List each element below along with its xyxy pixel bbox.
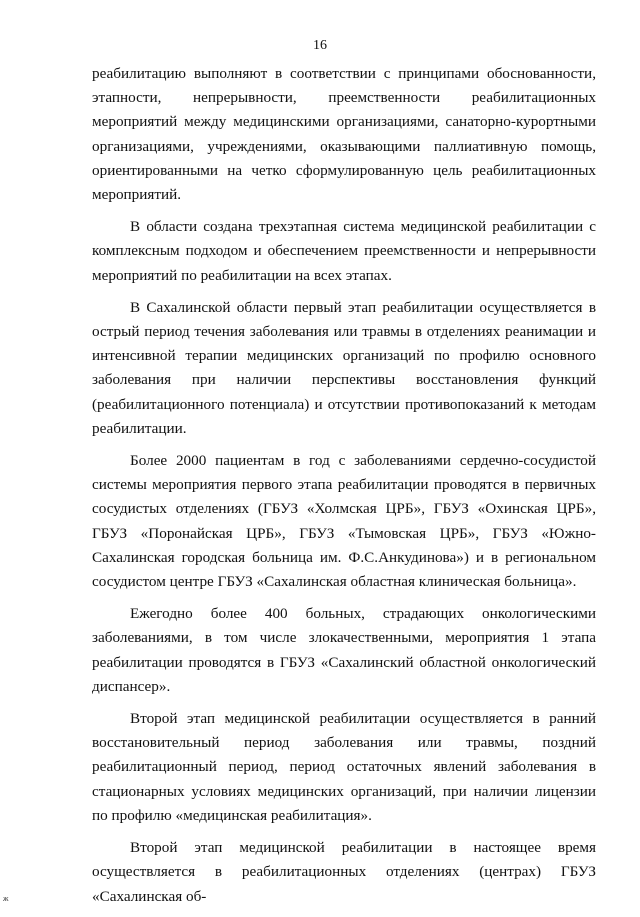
- paragraph-second-stage-centers: Второй этап медицинской реабилитации в настоящее время осуществляется в реабилитационных отделениях (центрах) ГБУЗ «Сахалинская об-: [92, 839, 596, 905]
- paragraph-oncology: Ежегодно более 400 больных, страдающих онкологическими заболеваниями, в том числе злокачественными, мероприятия 1 этапа реабилитации проводятся в ГБУЗ «Сахалинский областной онкологический диспансер».: [92, 605, 596, 695]
- scan-edge-mark: ж: [3, 894, 9, 903]
- paragraph-second-stage: Второй этап медицинской реабилитации осуществляется в ранний восстановительный период заболевания или травмы, поздний реабилитационный период, период остаточных явлений заболевания в стационарных условиях медицинских организаций, при наличии лицензии по профилю «медицинская реабилитация».: [92, 710, 596, 824]
- paragraph-three-stage-system: В области создана трехэтапная система медицинской реабилитации с комплексным подходом и обеспечением преемственности и непрерывности мероприятий по реабилитации на всех этапах.: [92, 218, 596, 284]
- paragraph-continuation: реабилитацию выполняют в соответствии с принципами обоснованности, этапности, непрерывности, преемственности реабилитационных мероприятий между медицинскими организациями, санаторно-курортными организациями, учреждениями, оказывающими паллиативную помощь, ориентированными на четко сформулированную цель реабилитационных мероприятий.: [92, 65, 596, 204]
- paragraph-first-stage: В Сахалинской области первый этап реабилитации осуществляется в острый период течения заболевания или травмы в отделениях реанимации и интенсивной терапии медицинских организаций по профилю основного заболевания при наличии перспективы восстановления функций (реабилитационного потенциала) и отсутствии противопоказаний к методам реабилитации.: [92, 298, 596, 437]
- body-text: [92, 62, 596, 917]
- paragraph-cardiovascular: Более 2000 пациентам в год с заболеваниями сердечно-сосудистой системы мероприятия первого этапа реабилитации проводятся в первичных сосудистых отделениях (ГБУЗ «Холмская ЦРБ», ГБУЗ «Охинская ЦРБ», ГБУЗ «Поронайская ЦРБ», ГБУЗ «Тымовская ЦРБ», ГБУЗ «Южно-Сахалинская городская больница им. Ф.С.Анкудинова») и в региональном сосудистом центре ГБУЗ «Сахалинская областная клиническая больница».: [92, 452, 596, 591]
- page-number: 16: [313, 38, 327, 53]
